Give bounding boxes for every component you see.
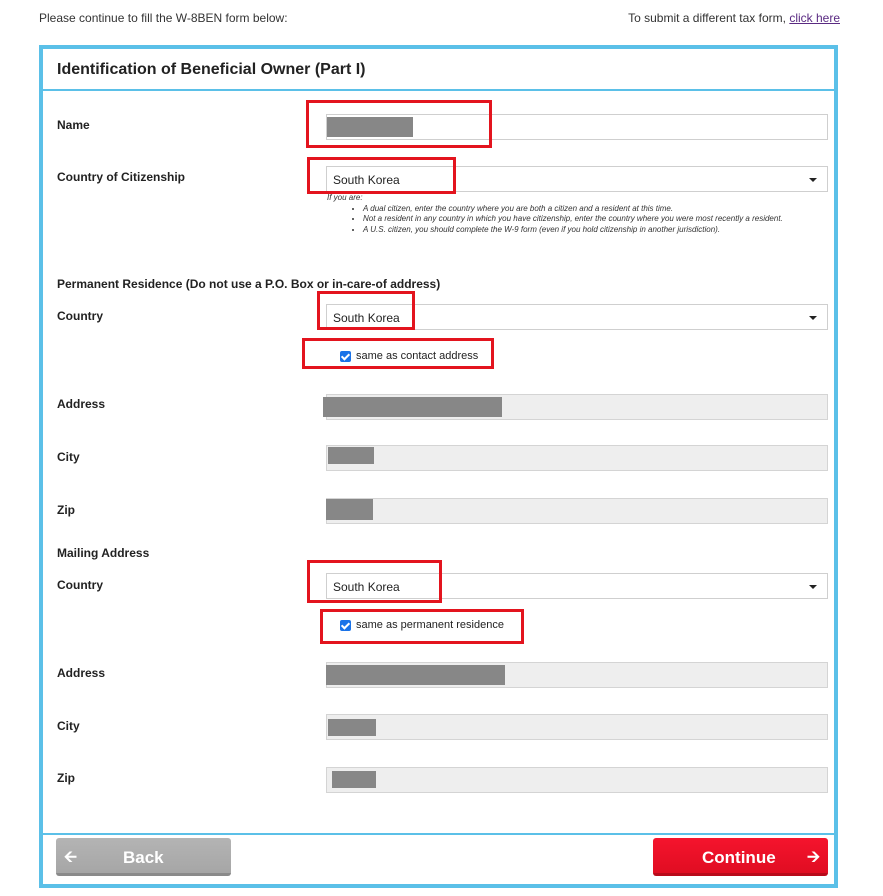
- different-form-text: To submit a different tax form,: [628, 11, 786, 25]
- permanent-address-label: Address: [57, 397, 106, 411]
- chevron-down-icon: [809, 585, 817, 589]
- back-button[interactable]: [56, 838, 231, 876]
- permanent-residence-heading: Permanent Residence (Do not use a P.O. Box or in-care-of address): [57, 277, 441, 291]
- mailing-country-label: Country: [57, 578, 103, 592]
- permanent-city-input[interactable]: [326, 445, 828, 471]
- chevron-down-icon: [809, 316, 817, 320]
- arrow-right-icon: 🡪: [807, 849, 820, 866]
- mailing-city-label: City: [57, 719, 80, 733]
- permanent-city-label: City: [57, 450, 80, 464]
- permanent-country-label: Country: [57, 309, 103, 323]
- mailing-city-redacted-value: [328, 719, 376, 736]
- mailing-zip-redacted-value: [332, 771, 376, 788]
- name-highlight: [306, 100, 492, 148]
- same-as-contact-highlight: [302, 338, 494, 369]
- mailing-city-input[interactable]: [326, 714, 828, 740]
- note-item: • A U.S. citizen, you should complete the W-9 form (even if you hold citizenship in another jurisdiction).: [363, 225, 832, 236]
- permanent-zip-label: Zip: [57, 503, 75, 517]
- note-item: • A dual citizen, enter the country where you are both a citizen and a resident at this time.: [363, 204, 832, 215]
- note-intro: If you are:: [327, 193, 363, 202]
- note-list: [327, 204, 832, 236]
- permanent-zip-input[interactable]: [326, 498, 828, 524]
- top-bar: [0, 0, 883, 36]
- form-instruction: Please continue to fill the W-8BEN form below:: [39, 11, 288, 25]
- citizenship-value: South Korea: [333, 173, 400, 187]
- same-as-permanent-label: same as permanent residence: [356, 619, 504, 631]
- footer-divider: [43, 833, 834, 835]
- name-label: Name: [57, 118, 90, 132]
- panel-header: [43, 49, 834, 91]
- citizenship-highlight: [307, 157, 456, 194]
- permanent-address-input[interactable]: [326, 394, 828, 420]
- mailing-address-heading: Mailing Address: [57, 546, 150, 560]
- mailing-zip-label: Zip: [57, 771, 75, 785]
- same-as-contact-label: same as contact address: [356, 350, 479, 362]
- mailing-country-value: South Korea: [333, 580, 400, 594]
- mailing-address-input[interactable]: [326, 662, 828, 688]
- permanent-country-value: South Korea: [333, 311, 400, 325]
- citizenship-note: [327, 193, 832, 235]
- back-button-label: Back: [123, 848, 164, 867]
- note-item: • Not a resident in any country in which you have citizenship, enter the country where you were most recently a resident.: [363, 214, 832, 225]
- different-form-prompt: [628, 11, 840, 25]
- continue-button-label: Continue: [702, 848, 776, 867]
- arrow-left-icon: 🡨: [64, 849, 77, 866]
- chevron-down-icon: [809, 178, 817, 182]
- permanent-country-highlight: [317, 291, 415, 330]
- click-here-link[interactable]: click here: [789, 11, 840, 25]
- permanent-address-redacted-value: [323, 397, 502, 417]
- permanent-city-redacted-value: [328, 447, 374, 464]
- mailing-address-label: Address: [57, 666, 106, 680]
- permanent-zip-redacted-value: [326, 499, 373, 520]
- same-as-permanent-highlight: [320, 609, 524, 644]
- mailing-zip-input[interactable]: [326, 767, 828, 793]
- continue-button[interactable]: [653, 838, 828, 876]
- panel-title: Identification of Beneficial Owner (Part I): [57, 61, 366, 78]
- mailing-address-redacted-value: [326, 665, 505, 685]
- citizenship-label: Country of Citizenship: [57, 170, 185, 184]
- mailing-country-highlight: [307, 560, 442, 603]
